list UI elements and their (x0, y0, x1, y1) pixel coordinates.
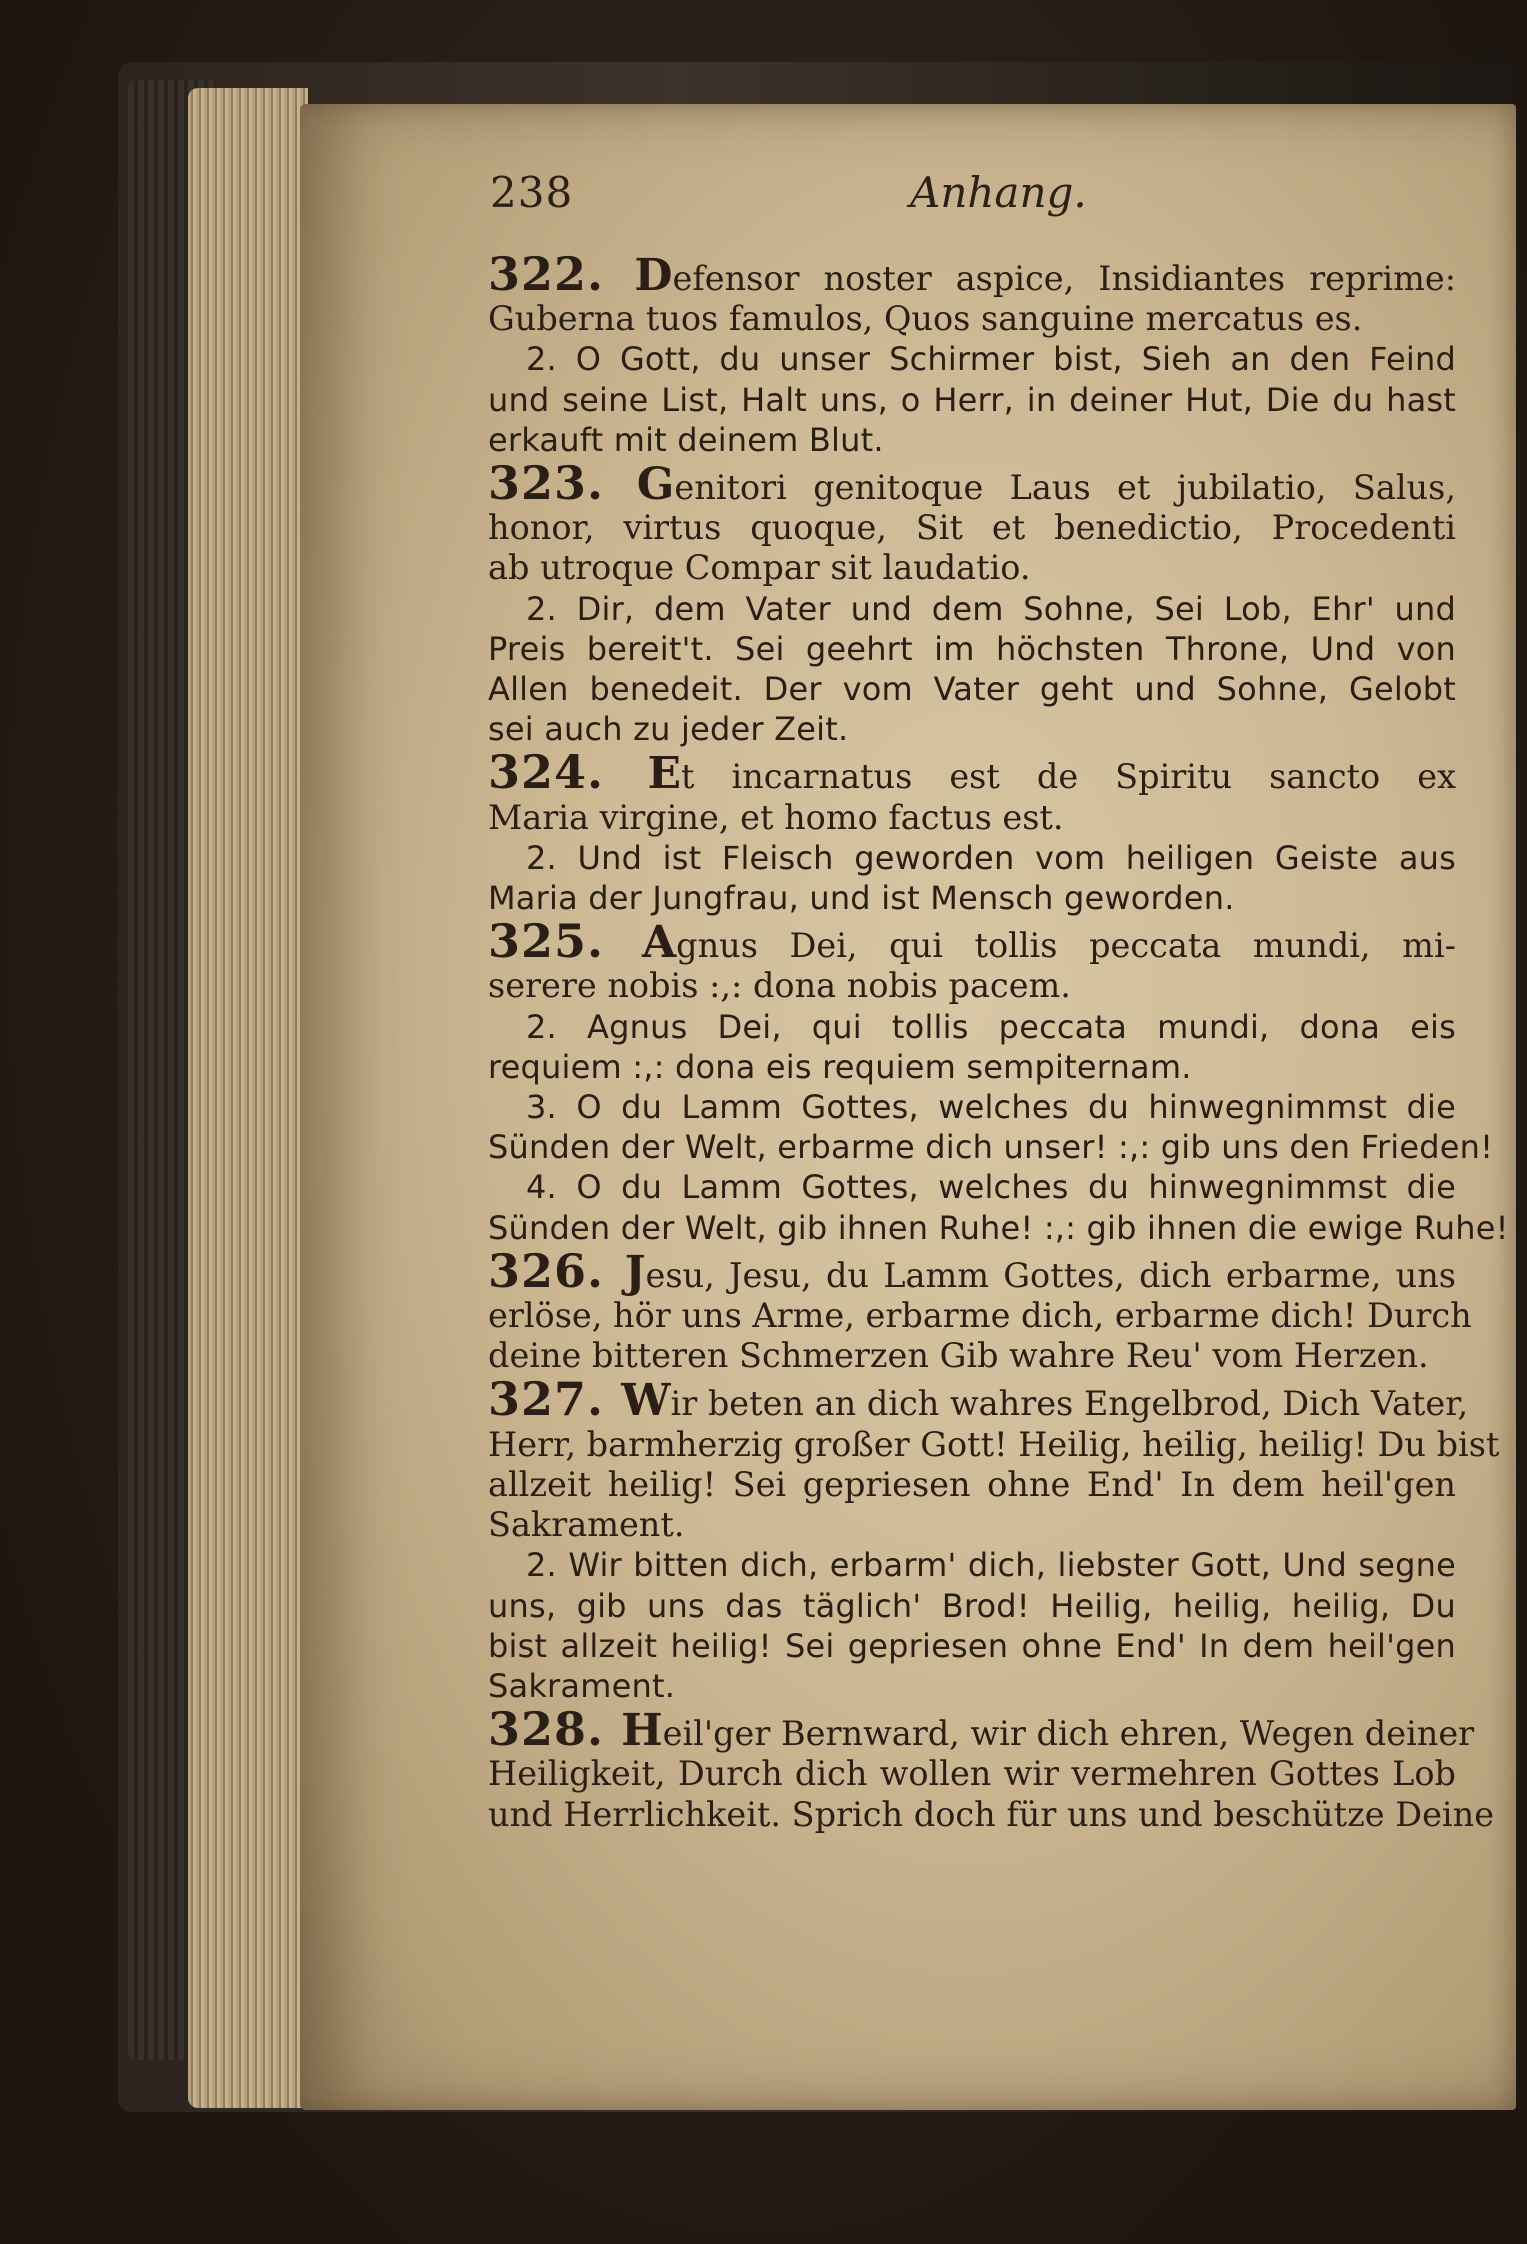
running-head: Anhang. (910, 168, 1087, 217)
hymn-322 (488, 247, 1456, 460)
hymn-327 (488, 1372, 1500, 1706)
hymn-line: Guberna tuos famulos, Quos sanguine mercatus es. (488, 299, 1363, 339)
verse-line: 3. O du Lamm Gottes, welches du hinwegnimmst die (526, 1088, 1456, 1127)
hymn-initial: D (634, 250, 673, 301)
hymn-number: 326. (488, 1243, 625, 1298)
hymn-325 (488, 914, 1509, 1248)
verse-line: Sünden der Welt, erbarme dich unser! :,: gib uns den Frieden! (488, 1128, 1494, 1167)
hymn-number: 322. (488, 247, 635, 301)
hymn-initial: E (647, 748, 681, 800)
hymn-initial: W (621, 1375, 671, 1427)
verse-line: 2. Dir, dem Vater und dem Sohne, Sei Lob, Ehr' und (526, 589, 1456, 628)
hymn-line (488, 745, 1456, 800)
hymn-line: und Herrlichkeit. Sprich doch für uns und beschütze Deine (488, 1794, 1495, 1834)
verse-line: 2. Agnus Dei, qui tollis peccata mundi, dona eis (526, 1007, 1456, 1046)
hymn-line: Sakrament. (488, 1505, 685, 1545)
hymn-number: 323. (488, 456, 637, 511)
hymn-line (488, 1702, 1475, 1757)
verse-line: und seine List, Halt uns, o Herr, in deiner Hut, Die du hast (488, 380, 1456, 419)
verse-line: Preis bereit't. Sei geehrt im höchsten Throne, Und von (488, 629, 1456, 668)
hymn-line: Maria virgine, et homo factus est. (488, 797, 1064, 837)
hymn-number: 324. (488, 745, 648, 800)
hymn-line: ab utroque Compar sit laudatio. (488, 548, 1031, 588)
verse-line: uns, gib uns das täglich' Brod! Heilig, heilig, heilig, Du (488, 1586, 1456, 1625)
book-page (300, 104, 1516, 2110)
page-edges (188, 88, 308, 2108)
hymn-line-text: ir beten an dich wahres Engelbrod, Dich Vater, (670, 1384, 1469, 1424)
verse-line: 2. O Gott, du unser Schirmer bist, Sieh an den Feind (526, 340, 1456, 379)
hymn-initial: G (636, 459, 675, 511)
verse-line: Allen benedeit. Der vom Vater geht und Sohne, Gelobt (488, 670, 1456, 709)
verse-line: 2. Und ist Fleisch geworden vom heiligen Geiste aus (526, 838, 1456, 877)
hymn-initial: H (621, 1705, 663, 1757)
page-number: 238 (490, 168, 574, 217)
hymn-number: 325. (488, 914, 642, 969)
hymn-line: honor, virtus quoque, Sit et benedictio, Procedenti (488, 508, 1456, 548)
hymn-line-text: efensor noster aspice, Insidiantes reprime: (672, 259, 1456, 298)
hymn-line (488, 247, 1456, 301)
hymn-line-text: gnus Dei, qui tollis peccata mundi, mi- (676, 926, 1456, 966)
verse-line: requiem :,: dona eis requiem sempiternam. (488, 1047, 1192, 1086)
hymn-line: allzeit heilig! Sei gepriesen ohne End' In dem heil'gen (488, 1464, 1456, 1504)
hymn-line (488, 456, 1456, 511)
hymn-line (488, 1243, 1456, 1298)
hymn-line: serere nobis :,: dona nobis pacem. (488, 966, 1071, 1006)
hymn-line (488, 914, 1456, 969)
hymn-number: 328. (488, 1702, 622, 1757)
hymn-326 (488, 1243, 1472, 1377)
hymn-328 (488, 1702, 1495, 1835)
page-header (490, 164, 1450, 234)
hymn-line: deine bitteren Schmerzen Gib wahre Reu' vom Herzen. (488, 1336, 1429, 1376)
verse-line: Sakrament. (488, 1666, 676, 1705)
hymn-initial: J (624, 1246, 646, 1298)
verse-line: Maria der Jungfrau, und ist Mensch geworden. (488, 879, 1235, 918)
hymn-line: Herr, barmherzig großer Gott! Heilig, heilig, heilig! Du bist (488, 1424, 1500, 1464)
hymn-324 (488, 745, 1456, 918)
hymn-line-text: enitori genitoque Laus et jubilatio, Salus, (674, 468, 1456, 508)
verse-line: bist allzeit heilig! Sei gepriesen ohne End' In dem heil'gen (488, 1626, 1456, 1665)
hymn-number: 327. (488, 1372, 622, 1427)
verse-line: 2. Wir bitten dich, erbarm' dich, liebster Gott, Und segne (526, 1546, 1456, 1585)
hymn-323 (488, 456, 1456, 749)
hymn-line (488, 1372, 1469, 1427)
verse-line: Sünden der Welt, gib ihnen Ruhe! :,: gib ihnen die ewige Ruhe! (488, 1208, 1509, 1247)
verse-line: erkauft mit deinem Blut. (488, 420, 884, 459)
hymn-line-text: eil'ger Bernward, wir dich ehren, Wegen deiner (662, 1714, 1475, 1754)
hymn-line-text: t incarnatus est de Spiritu sancto ex (681, 757, 1456, 797)
hymn-line: Heiligkeit, Durch dich wollen wir vermehren Gottes Lob (488, 1754, 1456, 1794)
hymn-line-text: esu, Jesu, du Lamm Gottes, dich erbarme, uns (645, 1255, 1456, 1295)
hymn-text-block (488, 247, 1509, 1838)
hymn-initial: A (642, 917, 677, 969)
verse-line: sei auch zu jeder Zeit. (488, 710, 849, 749)
hymn-line: erlöse, hör uns Arme, erbarme dich, erbarme dich! Durch (488, 1296, 1472, 1336)
verse-line: 4. O du Lamm Gottes, welches du hinwegnimmst die (526, 1168, 1456, 1207)
